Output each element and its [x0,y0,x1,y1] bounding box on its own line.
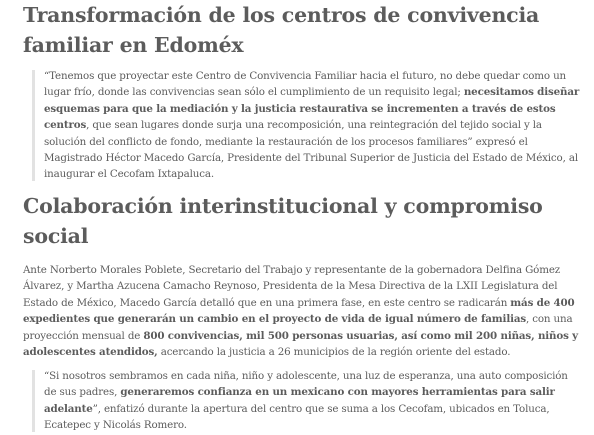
blockquote-esperanza [44,368,582,434]
paragraph-text: , con una proyección mensual de [23,313,573,342]
blockquote-magistrado [44,68,582,183]
paragraph-emphasis: más de 400 expedientes que generarán un cambio en el proyecto de vida de igual número de familias [23,296,575,326]
quote-text: “Tenemos que proyectar este Centro de Convivencia Familiar hacia el futuro, no debe quedar como un lugar frío, donde las convivencias sean sólo el cumplimiento de un requisito legal; [44,70,567,99]
body-paragraph [23,262,589,360]
paragraph-emphasis: 800 convivencias, mil 500 personas usuarias, así como mil 200 niñas, niños y adolescentes atendidos, [23,329,579,359]
section-heading-transformacion: Transformación de los centros de convivencia familiar en Edoméx [23,3,540,57]
quote-text: ”, enfatizó durante la apertura del centro que se suma a los Cecofam, ubicados en Toluca, Ecatepec y Nicolás Romero. [44,402,550,432]
quote-emphasis: necesitamos diseñar esquemas para que la mediación y la justicia restaurativa se incrementen a través de estos centros [44,86,580,132]
paragraph-text: Ante Norberto Morales Poblete, Secretario del Trabajo y representante de la gobernadora Delfina Gómez Álvarez, y Martha Azucena Camacho Reynoso, Presidenta de la Mesa Directiva de la LXII Legislatura del Estado de México, Macedo García detalló que en una primera fase, en este centro se radicarán [23,264,561,309]
quote-text: “Si nosotros sembramos en cada niña, niño y adolescente, una luz de esperanza, una auto composición de sus padres, [44,370,568,399]
quote-emphasis: generaremos confianza en un mexicano con mayores herramientas para salir adelante [44,386,555,415]
section-heading-colaboracion: Colaboración interinstitucional y compromiso social [23,194,543,248]
paragraph-text: acercando la justicia a 26 municipios de la región oriente del estado. [157,346,511,359]
quote-text: , que sean lugares donde surja una recomposición, una reintegración del tejido social y la solución del conflicto de fondo, mediante la restauración de los procesos familiares” expresó el Magistrado Héctor Macedo García, Presidente del Tribunal Superior de Justicia del Estado de México, al inaugurar el Cecofam Ixtapaluca. [44,119,578,181]
